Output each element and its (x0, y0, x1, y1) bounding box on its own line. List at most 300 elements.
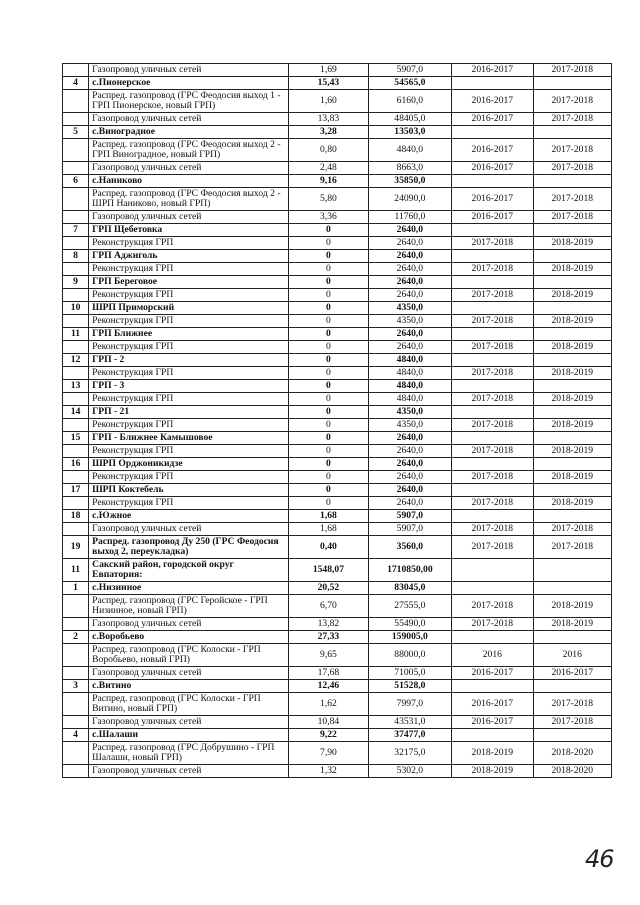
row-start-period (452, 354, 533, 367)
row-start-period: 2017-2018 (452, 237, 533, 250)
row-name: ГРП Береговое (89, 276, 289, 289)
row-start-period: 2016-2017 (452, 693, 533, 716)
row-number (63, 139, 89, 162)
row-length: 27,33 (289, 631, 368, 644)
row-number: 10 (63, 302, 89, 315)
row-cost: 4350,0 (368, 315, 451, 328)
row-length: 1,60 (289, 90, 368, 113)
row-cost: 4840,0 (368, 354, 451, 367)
row-length: 15,43 (289, 77, 368, 90)
table-row (63, 729, 612, 742)
row-start-period: 2016-2017 (452, 716, 533, 729)
row-cost: 4350,0 (368, 419, 451, 432)
row-cost: 2640,0 (368, 237, 451, 250)
row-start-period (452, 328, 533, 341)
row-name: с.Витино (89, 680, 289, 693)
row-name: Реконструкция ГРП (89, 367, 289, 380)
row-end-period: 2018-2020 (533, 765, 611, 778)
row-number: 4 (63, 729, 89, 742)
table-row (63, 765, 612, 778)
table-row (63, 445, 612, 458)
row-number (63, 289, 89, 302)
row-end-period (533, 729, 611, 742)
row-cost: 2640,0 (368, 250, 451, 263)
row-cost: 13503,0 (368, 126, 451, 139)
row-start-period: 2016-2017 (452, 162, 533, 175)
row-length: 0 (289, 419, 368, 432)
row-start-period: 2017-2018 (452, 595, 533, 618)
table-row (63, 523, 612, 536)
table-row (63, 680, 612, 693)
row-length: 12,46 (289, 680, 368, 693)
row-end-period: 2018-2019 (533, 367, 611, 380)
row-start-period: 2017-2018 (452, 419, 533, 432)
row-end-period (533, 354, 611, 367)
table-row (63, 582, 612, 595)
row-start-period: 2017-2018 (452, 341, 533, 354)
row-length: 0 (289, 354, 368, 367)
row-length: 1,62 (289, 693, 368, 716)
row-name: Распред. газопровод (ГРС Феодосия выход 1 - ГРП Пионерское, новый ГРП) (89, 90, 289, 113)
row-name: Реконструкция ГРП (89, 237, 289, 250)
row-cost: 51528,0 (368, 680, 451, 693)
row-end-period: 2017-2018 (533, 716, 611, 729)
row-number: 12 (63, 354, 89, 367)
row-cost: 55490,0 (368, 618, 451, 631)
row-length: 0 (289, 406, 368, 419)
row-length: 3,28 (289, 126, 368, 139)
row-name: Газопровод уличных сетей (89, 113, 289, 126)
table-row (63, 341, 612, 354)
table-row (63, 250, 612, 263)
row-start-period (452, 250, 533, 263)
table-row (63, 211, 612, 224)
row-number: 13 (63, 380, 89, 393)
row-cost: 2640,0 (368, 471, 451, 484)
row-length: 13,82 (289, 618, 368, 631)
row-length: 0 (289, 289, 368, 302)
row-cost: 5302,0 (368, 765, 451, 778)
row-start-period (452, 458, 533, 471)
row-end-period (533, 432, 611, 445)
row-end-period (533, 559, 611, 582)
row-number: 15 (63, 432, 89, 445)
row-cost: 6160,0 (368, 90, 451, 113)
table-row (63, 644, 612, 667)
row-cost: 2640,0 (368, 484, 451, 497)
row-start-period (452, 126, 533, 139)
table-row (63, 354, 612, 367)
row-end-period: 2017-2018 (533, 523, 611, 536)
row-end-period (533, 250, 611, 263)
row-name: ГРП Щебетовка (89, 224, 289, 237)
row-name: с.Шалаши (89, 729, 289, 742)
row-name: с.Воробьево (89, 631, 289, 644)
row-name: Реконструкция ГРП (89, 445, 289, 458)
row-name: ГРП - 3 (89, 380, 289, 393)
row-number (63, 90, 89, 113)
table-row (63, 224, 612, 237)
row-start-period: 2017-2018 (452, 367, 533, 380)
row-end-period: 2017-2018 (533, 693, 611, 716)
row-number (63, 742, 89, 765)
row-start-period: 2017-2018 (452, 471, 533, 484)
row-end-period: 2017-2018 (533, 162, 611, 175)
row-name: Газопровод уличных сетей (89, 618, 289, 631)
row-end-period: 2018-2019 (533, 419, 611, 432)
row-cost: 11760,0 (368, 211, 451, 224)
row-name: Реконструкция ГРП (89, 289, 289, 302)
row-length: 10,84 (289, 716, 368, 729)
row-name: ШРП Коктебель (89, 484, 289, 497)
row-start-period: 2017-2018 (452, 618, 533, 631)
row-cost: 5907,0 (368, 510, 451, 523)
table-row (63, 90, 612, 113)
row-number (63, 523, 89, 536)
row-length: 0 (289, 328, 368, 341)
row-cost: 3560,0 (368, 536, 451, 559)
row-cost: 37477,0 (368, 729, 451, 742)
row-cost: 2640,0 (368, 289, 451, 302)
row-name: Газопровод уличных сетей (89, 765, 289, 778)
row-number: 11 (63, 559, 89, 582)
row-name: Распред. газопровод (ГРС Добрушино - ГРП Шалаши, новый ГРП) (89, 742, 289, 765)
table-row (63, 367, 612, 380)
row-name: ГРП Ближнее (89, 328, 289, 341)
row-cost: 2640,0 (368, 224, 451, 237)
row-number (63, 113, 89, 126)
row-length: 0 (289, 445, 368, 458)
row-length: 1548,07 (289, 559, 368, 582)
row-end-period (533, 328, 611, 341)
row-cost: 2640,0 (368, 445, 451, 458)
row-end-period (533, 126, 611, 139)
row-start-period: 2017-2018 (452, 289, 533, 302)
row-length: 6,70 (289, 595, 368, 618)
row-name: Сакский район, городской округ Евпатория: (89, 559, 289, 582)
table-row (63, 237, 612, 250)
row-start-period: 2016-2017 (452, 139, 533, 162)
row-length: 0 (289, 341, 368, 354)
row-name: с.Пионерское (89, 77, 289, 90)
row-name: Реконструкция ГРП (89, 471, 289, 484)
row-length: 0 (289, 302, 368, 315)
row-end-period: 2018-2019 (533, 595, 611, 618)
row-cost: 4350,0 (368, 406, 451, 419)
table-row (63, 742, 612, 765)
row-length: 0 (289, 393, 368, 406)
row-end-period (533, 175, 611, 188)
row-end-period (533, 302, 611, 315)
row-start-period: 2016-2017 (452, 113, 533, 126)
row-start-period (452, 224, 533, 237)
row-start-period: 2017-2018 (452, 523, 533, 536)
row-number (63, 765, 89, 778)
row-name: Распред. газопровод (ГРС Колоски - ГРП Воробьево, новый ГРП) (89, 644, 289, 667)
row-number (63, 237, 89, 250)
row-start-period (452, 510, 533, 523)
row-start-period (452, 559, 533, 582)
row-name: Реконструкция ГРП (89, 393, 289, 406)
row-number: 7 (63, 224, 89, 237)
row-start-period (452, 77, 533, 90)
table-row (63, 393, 612, 406)
row-name: Газопровод уличных сетей (89, 667, 289, 680)
row-cost: 5907,0 (368, 64, 451, 77)
row-name: ШРП Приморский (89, 302, 289, 315)
row-number: 14 (63, 406, 89, 419)
row-end-period: 2017-2018 (533, 64, 611, 77)
row-name: Реконструкция ГРП (89, 419, 289, 432)
table-row (63, 716, 612, 729)
table-row (63, 276, 612, 289)
row-length: 5,80 (289, 188, 368, 211)
table-row (63, 328, 612, 341)
row-length: 0 (289, 471, 368, 484)
table-row (63, 618, 612, 631)
row-start-period (452, 432, 533, 445)
table-row (63, 497, 612, 510)
table-row (63, 559, 612, 582)
row-cost: 2640,0 (368, 328, 451, 341)
row-number: 11 (63, 328, 89, 341)
row-start-period: 2016-2017 (452, 188, 533, 211)
row-name: Газопровод уличных сетей (89, 716, 289, 729)
row-cost: 71005,0 (368, 667, 451, 680)
row-length: 17,68 (289, 667, 368, 680)
row-cost: 4840,0 (368, 380, 451, 393)
row-name: ШРП Орджоникидзе (89, 458, 289, 471)
row-number (63, 211, 89, 224)
row-number (63, 64, 89, 77)
row-end-period: 2017-2018 (533, 211, 611, 224)
row-cost: 4350,0 (368, 302, 451, 315)
row-start-period: 2016-2017 (452, 667, 533, 680)
table-row (63, 289, 612, 302)
row-name: Газопровод уличных сетей (89, 162, 289, 175)
table-row (63, 595, 612, 618)
row-cost: 7997,0 (368, 693, 451, 716)
row-number (63, 595, 89, 618)
row-name: с.Наниково (89, 175, 289, 188)
row-cost: 2640,0 (368, 497, 451, 510)
row-start-period (452, 380, 533, 393)
row-length: 0 (289, 276, 368, 289)
row-length: 0 (289, 250, 368, 263)
row-length: 0 (289, 432, 368, 445)
row-number (63, 445, 89, 458)
row-number (63, 162, 89, 175)
row-length: 9,65 (289, 644, 368, 667)
row-number: 9 (63, 276, 89, 289)
row-length: 0 (289, 315, 368, 328)
row-length: 7,90 (289, 742, 368, 765)
row-end-period: 2017-2018 (533, 113, 611, 126)
row-cost: 32175,0 (368, 742, 451, 765)
row-end-period (533, 484, 611, 497)
row-cost: 4840,0 (368, 139, 451, 162)
row-number: 4 (63, 77, 89, 90)
row-start-period: 2018-2019 (452, 742, 533, 765)
row-cost: 27555,0 (368, 595, 451, 618)
row-cost: 2640,0 (368, 432, 451, 445)
row-cost: 88000,0 (368, 644, 451, 667)
row-number (63, 188, 89, 211)
row-name: Реконструкция ГРП (89, 497, 289, 510)
row-cost: 2640,0 (368, 458, 451, 471)
row-number: 16 (63, 458, 89, 471)
row-cost: 24090,0 (368, 188, 451, 211)
row-length: 0 (289, 497, 368, 510)
row-name: Реконструкция ГРП (89, 263, 289, 276)
row-end-period: 2018-2019 (533, 445, 611, 458)
table-row (63, 162, 612, 175)
gas-pipeline-table (62, 63, 612, 778)
row-number (63, 419, 89, 432)
row-name: Газопровод уличных сетей (89, 211, 289, 224)
row-start-period (452, 680, 533, 693)
row-name: Распред. газопровод (ГРС Колоски - ГРП Витино, новый ГРП) (89, 693, 289, 716)
row-end-period: 2018-2019 (533, 263, 611, 276)
row-cost: 2640,0 (368, 276, 451, 289)
table-row (63, 432, 612, 445)
table-row (63, 536, 612, 559)
row-name: с.Низинное (89, 582, 289, 595)
row-start-period: 2017-2018 (452, 497, 533, 510)
row-start-period (452, 631, 533, 644)
row-start-period: 2017-2018 (452, 315, 533, 328)
table-row (63, 126, 612, 139)
row-number (63, 393, 89, 406)
table-row (63, 64, 612, 77)
row-end-period: 2018-2020 (533, 742, 611, 765)
row-name: Распред. газопровод (ГРС Геройское - ГРП Низинное, новый ГРП) (89, 595, 289, 618)
row-end-period: 2018-2019 (533, 497, 611, 510)
row-end-period (533, 224, 611, 237)
row-name: Реконструкция ГРП (89, 341, 289, 354)
row-length: 0,80 (289, 139, 368, 162)
row-end-period: 2018-2019 (533, 341, 611, 354)
row-number: 18 (63, 510, 89, 523)
row-number (63, 315, 89, 328)
row-end-period: 2018-2019 (533, 237, 611, 250)
row-number (63, 644, 89, 667)
row-end-period (533, 380, 611, 393)
row-length: 0 (289, 367, 368, 380)
row-end-period: 2016-2017 (533, 667, 611, 680)
row-end-period (533, 680, 611, 693)
row-name: с.Южное (89, 510, 289, 523)
table-row (63, 263, 612, 276)
page-number: 46 (585, 845, 614, 873)
row-start-period (452, 302, 533, 315)
row-start-period: 2017-2018 (452, 445, 533, 458)
row-length: 0 (289, 224, 368, 237)
row-end-period: 2018-2019 (533, 289, 611, 302)
row-cost: 8663,0 (368, 162, 451, 175)
row-name: ГРП - Ближнее Камышовое (89, 432, 289, 445)
row-number (63, 341, 89, 354)
row-end-period (533, 458, 611, 471)
row-start-period (452, 484, 533, 497)
row-number: 2 (63, 631, 89, 644)
row-end-period: 2018-2019 (533, 393, 611, 406)
row-cost: 4840,0 (368, 393, 451, 406)
row-number (63, 367, 89, 380)
row-number (63, 693, 89, 716)
row-start-period (452, 276, 533, 289)
row-end-period: 2018-2019 (533, 618, 611, 631)
table-row (63, 510, 612, 523)
row-start-period: 2016 (452, 644, 533, 667)
row-start-period: 2018-2019 (452, 765, 533, 778)
row-end-period (533, 406, 611, 419)
table-row (63, 139, 612, 162)
row-end-period: 2017-2018 (533, 536, 611, 559)
row-number: 1 (63, 582, 89, 595)
row-number (63, 716, 89, 729)
row-length: 0 (289, 380, 368, 393)
row-name: с.Виноградное (89, 126, 289, 139)
row-length: 9,22 (289, 729, 368, 742)
row-end-period: 2017-2018 (533, 90, 611, 113)
row-cost: 48405,0 (368, 113, 451, 126)
table-row (63, 484, 612, 497)
row-name: Распред. газопровод (ГРС Феодосия выход 2 - ГРП Виноградное, новый ГРП) (89, 139, 289, 162)
table-row (63, 175, 612, 188)
row-name: Реконструкция ГРП (89, 315, 289, 328)
table-row (63, 406, 612, 419)
row-length: 0 (289, 458, 368, 471)
row-end-period: 2017-2018 (533, 139, 611, 162)
row-end-period (533, 582, 611, 595)
row-end-period: 2016 (533, 644, 611, 667)
row-name: Газопровод уличных сетей (89, 64, 289, 77)
row-cost: 159005,0 (368, 631, 451, 644)
row-start-period (452, 406, 533, 419)
table-row (63, 380, 612, 393)
table-row (63, 471, 612, 484)
row-cost: 83045,0 (368, 582, 451, 595)
row-name: Распред. газопровод (ГРС Феодосия выход 2 - ШРП Наниково, новый ГРП) (89, 188, 289, 211)
row-number: 5 (63, 126, 89, 139)
table-row (63, 188, 612, 211)
row-cost: 4840,0 (368, 367, 451, 380)
row-length: 3,36 (289, 211, 368, 224)
row-cost: 5907,0 (368, 523, 451, 536)
row-end-period (533, 510, 611, 523)
row-number: 19 (63, 536, 89, 559)
row-start-period (452, 729, 533, 742)
row-name: ГРП - 21 (89, 406, 289, 419)
table-row (63, 667, 612, 680)
row-length: 9,16 (289, 175, 368, 188)
row-number: 3 (63, 680, 89, 693)
table-row (63, 693, 612, 716)
row-length: 20,52 (289, 582, 368, 595)
row-number: 6 (63, 175, 89, 188)
table-row (63, 315, 612, 328)
row-cost: 2640,0 (368, 263, 451, 276)
row-start-period: 2016-2017 (452, 64, 533, 77)
row-cost: 35850,0 (368, 175, 451, 188)
row-end-period: 2018-2019 (533, 471, 611, 484)
row-length: 0 (289, 263, 368, 276)
row-number (63, 667, 89, 680)
row-length: 2,48 (289, 162, 368, 175)
row-name: ГРП Аджиголь (89, 250, 289, 263)
row-end-period: 2018-2019 (533, 315, 611, 328)
